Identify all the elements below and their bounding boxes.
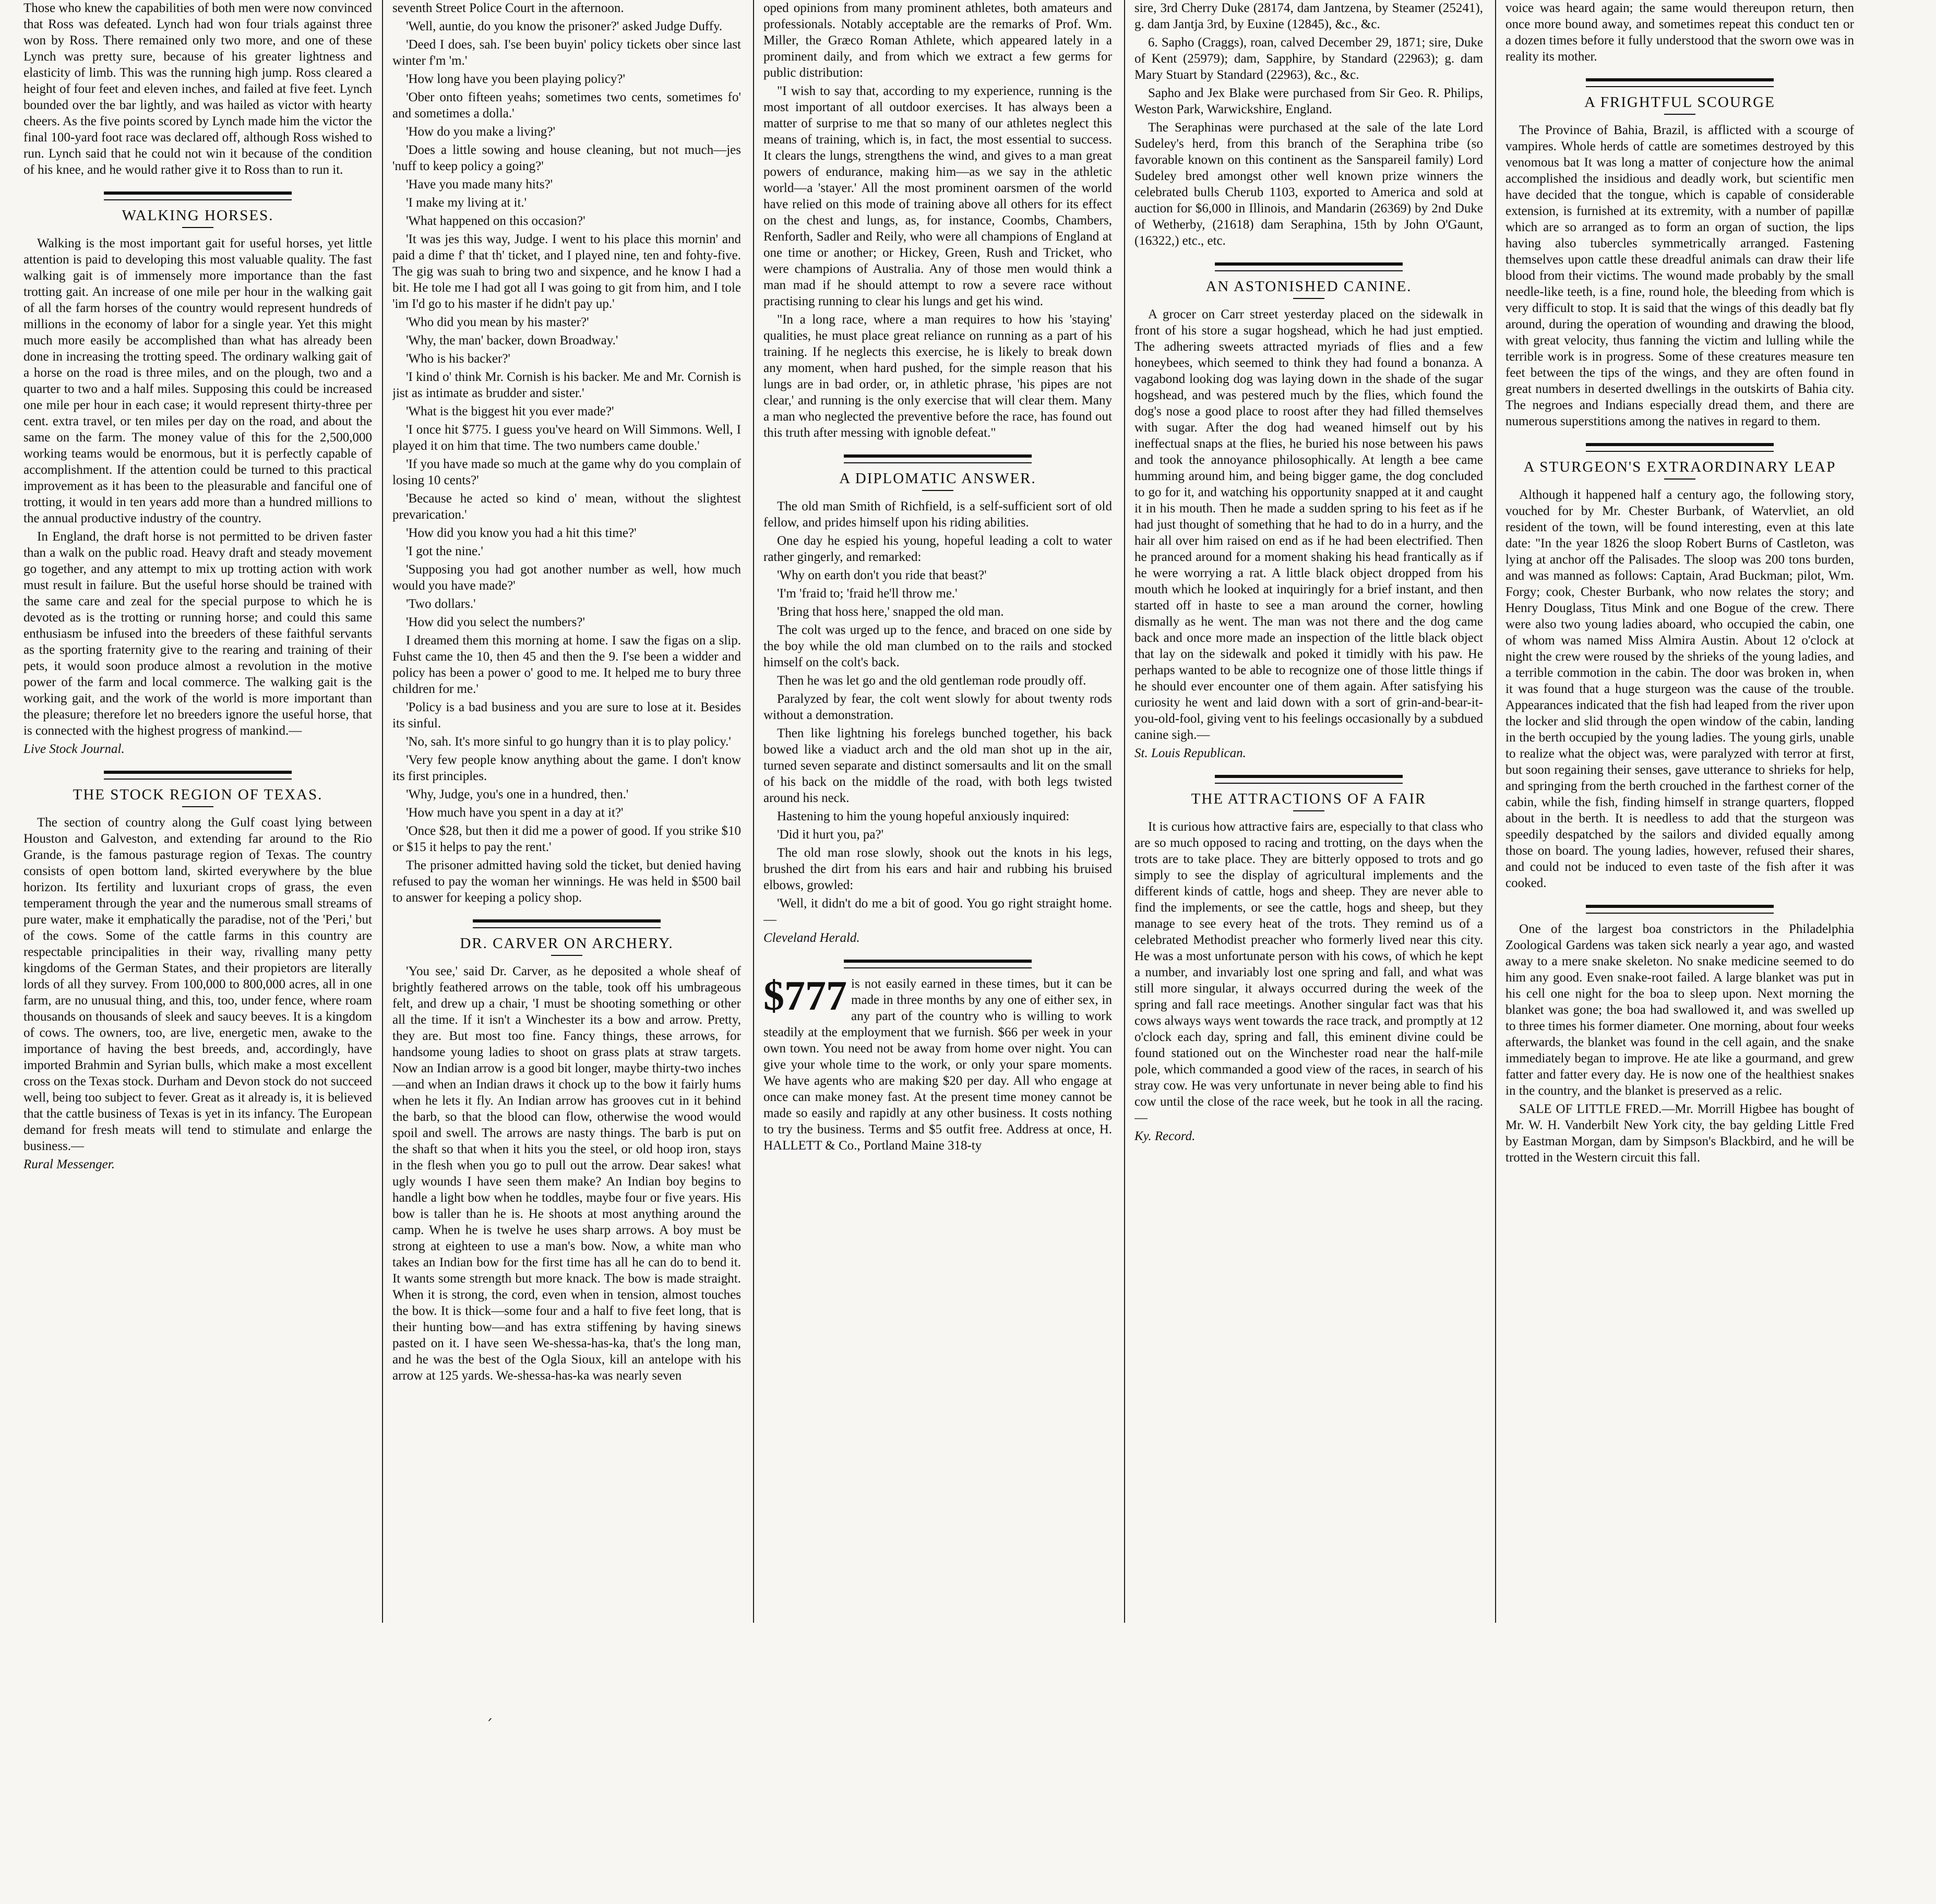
short-rule (1664, 478, 1695, 480)
paragraph: 'Have you made many hits?' (406, 177, 553, 191)
paragraph: The Seraphinas were purchased at the sale of the late Lord Sudeley's herd, from this branch of the Seraphina tribe (so favorable known on this continent as the Sanspareil family) Lord Sudeley bred amongst other well known prize winners the celebrated bulls Cherub 1103, exported to America and sold at auction for $6,000 in Illinois, and Mandarin (26369) by 2nd Duke of Wetherby, (21618) dam Seraphina, 15th by John O'Gaunt, (16322,) etc., etc. (1134, 121, 1483, 248)
column-4 (1134, 0, 1483, 1628)
article-headline: A DIPLOMATIC ANSWER. (839, 470, 1036, 487)
section-divider (1215, 775, 1403, 784)
paragraph: Walking is the most important gait for useful horses, yet little attention is paid to developing this most valuable quality. The fast walking gait is of immensely more importance than the fast trotting gait. An increase of one mile per hour in the walking gait of all the farm horses of the country would represent hundreds of millions in the economy of labor for a single year. Yet this might much more easily be accomplished than what has already been done in increasing the trotting speed. The ordinary walking gait of a horse on the road is three miles, and on the plough, two and a quarter to two and a half miles. Supposing this could be increased one mile per hour in each case; it would represent thirty-three per cent. extra travel, or ten miles per day on the road, and about the same on the farm. The money value of this for the 2,500,000 working teams would be enormous, but it is perfectly capable of accomplishment. If the attention could be turned to this practical improvement as it has been to the pleasurable and fanciful one of trotting, it would in ten years add more than a hundred millions to the annual productive industry of the country. (23, 236, 372, 525)
article-headline: A FRIGHTFUL SCOURGE (1584, 94, 1775, 111)
section-divider (844, 454, 1032, 463)
paragraph: 'Why, Judge, you's one in a hundred, then.' (406, 787, 629, 801)
stray-mark: ˊ (485, 1717, 493, 1735)
column-rule (1124, 0, 1125, 1623)
paragraph: 'Because he acted so kind o' mean, without the slightest prevarication.' (392, 492, 741, 522)
paragraph: 'I'm 'fraid to; 'fraid he'll throw me.' (777, 586, 958, 601)
paragraph: Those who knew the capabilities of both men were now convinced that Ross was defeated. Lynch had won four trials against three won by Ross. There remained only two more, and one of these Lynch was pretty sure, because of his greater lightness and elasticity of limb. This was the running high jump. Ross cleared a height of four feet and eleven inches, and failed at five feet. Lynch bounded over the bar lightly, and was hailed as victor with hearty cheers. As the five points scored by Lynch made him the victor the final 100-yard foot race was declared off, although Ross wished to run. Lynch said that he could not win it because of the condition of his knee, and he would rather give it to Ross than to run it. (23, 1, 372, 177)
paragraph: 'What happened on this occasion?' (406, 214, 585, 228)
paragraph: 'Deed I does, sah. I'se been buyin' policy tickets ober since last winter f'm 'm.' (392, 38, 741, 68)
paragraph: The prisoner admitted having sold the ticket, but denied having refused to pay the woman her winnings. He was held in $500 bail to answer for keeping a policy shop. (392, 858, 741, 905)
paragraph: 'Very few people know anything about the game. I don't know its first principles. (392, 753, 741, 783)
paragraph: "I wish to say that, according to my experience, running is the most important of all outdoor exercises. It has always been a matter of surprise to me that so many of our athletes neglect this means of training, which is, in fact, the most essential to success. It clears the lungs, strengthens the wind, and gives to a man great powers of endurance, making him—as we say in the athletic world—a 'stayer.' All the most prominent oarsmen of the world have relied on this mode of training above all others for its effect on the chest and lungs, as, for instance, Coombs, Chambers, Renforth, Sadler and Reily, who were all champions of England at one time or another; or Hickey, Green, Rush and Tricket, who were champions of Australia. Any of those men would think a man mad if he should attempt to row a severe race without practising running to clear his lungs and get his wind. (763, 84, 1112, 308)
paragraph: 'How do you make a living?' (406, 125, 556, 139)
short-rule (1293, 810, 1324, 811)
article-headline: THE ATTRACTIONS OF A FAIR (1191, 791, 1427, 807)
article-headline: THE STOCK REGION OF TEXAS. (73, 786, 323, 803)
paragraph: 'I once hit $775. I guess you've heard on Will Simmons. Well, I played it on him that time. The two numbers came double.' (392, 423, 741, 453)
short-rule (922, 490, 953, 491)
paragraph: 'Does a little sowing and house cleaning, but not much—jes 'nuff to keep policy a going?' (392, 143, 741, 173)
paragraph: "In a long race, where a man requires to how his 'staying' qualities, he must place great reliance on running as a part of his training. If he neglects this exercise, he is likely to break down any moment, when hard pushed, for the simple reason that his lungs are in bad order, or, in athletic phrase, 'his pipes are not clear,' and running is the only exercise that will clear them. Many a man who neglected the preventive before the race, has found out this truth after messing with ignoble defeat." (763, 313, 1112, 440)
paragraph: 'Who did you mean by his master?' (406, 315, 589, 329)
paragraph: One day he espied his young, hopeful leading a colt to water rather gingerly, and remarked: (763, 534, 1112, 564)
section-divider (1586, 78, 1774, 87)
paragraph: One of the largest boa constrictors in the Philadelphia Zoological Gardens was taken sick nearly a year ago, and wasted away to a mere snake skeleton. No snake medicine seemed to do him any good. Even snake-root failed. A large blanket was put in his cell one night for the boa to sleep upon. Next morning the blanket was gone; the boa had swallowed it, and was swelled up to three times his former diameter. One morning, about four weeks afterwards, the blanket was found in the cell again, and the snake immediately began to improve. He ate like a gourmand, and grew fatter and fatter every day. He is now one of the healthiest snakes in the country, and the blanket is preserved as a relic. (1505, 922, 1854, 1098)
paragraph: 'Ober onto fifteen yeahs; sometimes two cents, sometimes fo' and sometimes a dolla.' (392, 90, 741, 121)
paragraph: 'How much have you spent in a day at it?' (406, 806, 624, 820)
column-3 (763, 0, 1112, 1628)
paragraph: 'How long have you been playing policy?' (406, 72, 626, 86)
paragraph: The old man rose slowly, shook out the knots in his legs, brushed the dirt from his ears and hair and rubbing his bruised elbows, growled: (763, 846, 1112, 892)
paragraph: Hastening to him the young hopeful anxiously inquired: (777, 809, 1070, 823)
article-source: St. Louis Republican. (1134, 746, 1246, 760)
paragraph: Then he was let go and the old gentleman rode proudly off. (777, 674, 1086, 688)
section-divider (1586, 443, 1774, 452)
paragraph: 'Once $28, but then it did me a power of good. If you strike $10 or $15 it helps to pay the rent.' (392, 824, 741, 854)
paragraph: 'How did you select the numbers?' (406, 615, 585, 629)
section-divider (104, 771, 292, 780)
paragraph: It is curious how attractive fairs are, especially to that class who are so much opposed to racing and trotting, on the days when the trots are to take place. They are bitterly opposed to trots and go simply to see the display of agricultural implements and the different kinds of cattle, hogs and sheep. They are never able to find the implements, or see the cattle, hogs and sheep, but they manage to see every heat of the trots. They remind us of a celebrated Methodist preacher who formerly lived near this city. He was a most unfortunate person with his cows, of which he kept a number, and invariably lost one spring and fall, and what was still more singular, it always occurred during the week of the spring and fall race meetings. Another singular fact was that his cows always ways went towards the race track, and promptly at 12 o'clock each day, spring and fall, this eminent divine could be found stationed out on the Winchester road near the half-mile pole, which commanded a good view of the races, in search of his stray cow. He was very unfortunate in never being able to find his cow until the close of the race week, but he took in all the racing.— (1134, 820, 1483, 1125)
article-headline: DR. CARVER ON ARCHERY. (460, 935, 674, 952)
paragraph: 'What is the biggest hit you ever made?' (406, 404, 614, 418)
paragraph: I dreamed them this morning at home. I saw the figas on a slip. Fuhst came the 10, then 45 and then the 9. I'se been a widder and policy has been a power o' good to me. It helped me to bury three children for me.' (392, 633, 741, 696)
paragraph: 'Bring that hoss here,' snapped the old man. (777, 605, 1004, 619)
paragraph: 'If you have made so much at the game why do you complain of losing 10 cents?' (392, 457, 741, 487)
paragraph: The section of country along the Gulf coast lying between Houston and Galveston, and extending far around to the Rio Grande, is the famous pasturage region of Texas. The country consists of open bottom land, skirted everywhere by the blue horizon. Its fertility and luxuriant crops of grass, the even temperament through the year and the numerous small streams of pure water, make it emphatically the paradise, not of the 'Peri,' but of the cows. Some of the cattle farms in this country are respectable principalities in their way, rivalling many petty kingdoms of the German States, and their propietors are literally lords of all they survey. From 100,000 to 800,000 acres, all in one farm, are no unusual thing, and this, too, under fence, where roam thousands on thousands of sleek and saucy beeves. It is a kingdom of cows. The owners, too, are live, energetic men, awake to the importance of having the best breeds, and, accordingly, have imported Brahmin and Syrian bulls, which make a most excellent cross on the Texas stock. Durham and Devon stock do not succeed well, being too subject to fever. Great as it already is, it is believed that the cattle business of Texas is yet in its infancy. The European demand for fresh meats will tend to stimulate and enlarge the business.— (23, 816, 372, 1153)
paragraph: 'Why on earth don't you ride that beast?' (777, 568, 987, 582)
paragraph: Sapho and Jex Blake were purchased from Sir Geo. R. Philips, Weston Park, Warwickshire, England. (1134, 86, 1483, 116)
advertisement (763, 973, 1112, 1154)
paragraph: 'No, sah. It's more sinful to go hungry than it is to play policy.' (406, 735, 731, 749)
article-source: Cleveland Herald. (763, 931, 860, 945)
section-divider (844, 960, 1032, 968)
paragraph: 'Policy is a bad business and you are sure to lose at it. Besides its sinful. (392, 700, 741, 731)
paragraph: 'Well, it didn't do me a bit of good. You go right straight home.— (763, 896, 1112, 927)
short-rule (551, 955, 582, 956)
column-rule (382, 0, 383, 1623)
paragraph: 'You see,' said Dr. Carver, as he deposited a whole sheaf of brightly feathered arrows on the table, took off his umbrageous felt, and drew up a chair, 'I must be shooting something or other all the time. If it isn't a Winchester its a bow and arrow. Pretty, they are. But most too fine. Fancy things, these arrows, for handsome young ladies to shoot on grass plats at straw targets. Now an Indian arrow is a good bit longer, maybe thirty-two inches—and when an Indian draws it chock up to the bow it fairly hums when he lets it fly. An Indian arrow has grooves cut in it behind the barb, so that the blood can flow, otherwise the wood would spoil and swell. The arrows are nasty things. The barb is put on the shaft so that when it hits you the steel, or old hoop iron, stays in the flesh when you go to pull out the arrow. Dear sakes! what ugly wounds I have seen them make? An Indian boy begins to handle a light bow when he toddles, maybe four or five years. His bow is taller than he is. He shoots at most anything around the camp. When he is twelve he uses sharp arrows. A boy must be strong at eighteen to use a man's bow. Now, a white man who takes an Indian bow for the first time has all he can do to bend it. It wants some strength but more knack. The bow is made straight. When it is strong, the cord, even when in tension, almost touches the bow. It is thick—some four and a half to five feet long, that is their hunting bow—and has extra stiffening by having sinews pasted on it. I have seen We-shessa-has-ka, that's the long man, and he was the best of the Ogla Sioux, kill an antelope with his arrow at 125 yards. We-shessa-has-ka was nearly seven (392, 964, 741, 1383)
paragraph: 'Did it hurt you, pa?' (777, 828, 884, 842)
paragraph: A grocer on Carr street yesterday placed on the sidewalk in front of his store a sugar hogshead, which he had just emptied. The adhering sweets attracted myriads of flies and a few honeybees, which seemed to think they had found a bonanza. A vagabond looking dog was laying down in the shade of the sugar hogshead, and was pestered much by the flies, which found the dog's nose a good place to roost after they had filled themselves with sugar. After the dog had weaned himself out by his ineffectual snaps at the flies, he buried his nose between his paws and took the annoyance philosophically. At length a bee came humming around him, and being bigger game, the dog concluded to go for it, and watching his opportunity snapped at it and caught it in his mouth. Then he made a sudden spring to his feet as if he had just thought of something that he had to do in a hurry, and the hair all over him raised on end as if he had been electrified. Then he pranced around for a moment shaking his head frantically as if he were worrying a rat. A little black object dropped from his mouth which he looked at inquiringly for a brief instant, and then started off in haste to see a man around the corner, howling dismally as he went. The man was not there and the dog came back and once more made an inspection of the little black object that lay on the sidewalk and poked it timidly with his paw. He perhaps wanted to be able to recognize one of those little things if he should ever encounter one of them again. After satisfying his curiosity he went and laid down with a sort of grin-and-bear-it-you-old-fool, giving vent to his feelings occasionally by a subdued canine sigh.— (1134, 307, 1483, 742)
paragraph: The old man Smith of Richfield, is a self-sufficient sort of old fellow, and prides himself upon his riding abilities. (763, 499, 1112, 530)
paragraph: 'Supposing you had got another number as well, how much would you have made?' (392, 562, 741, 593)
section-divider (1215, 262, 1403, 271)
paragraph: Although it happened half a century ago, the following story, vouched for by Mr. Chester Burbank, of Watervliet, an old resident of the town, will be found interesting, even at this late date: "In the year 1826 the sloop Robert Burns of Castleton, was lying at anchor off the Palisades. The sloop was 200 tons burden, and was manned as follows: Captain, Arad Buckman; pilot, Wm. Forgy; cook, Chester Burbank, who now relates the story; and Henry Douglass, Titus Mink and one Bogue of the crew. There were also two young ladies aboard, who occupied the cabin, one of whom was named Miss Almira Austin. About 12 o'clock at night the crew were roused by the shrieks of the young ladies, and a terrible commotion in the cabin. The door was broken in, when it was found that a huge sturgeon was the cause of the trouble. Appearances indicated that the fish had leaped from the river upon the locker and slid through the open window of the cabin, landing in the berth occupied by the young ladies. The young girls, unable to realize what the object was, were paralyzed with terror at first, but soon regaining their senses, gave utterance to shrieks for help, and springing from the berth crouched in the farthest corner of the cabin, while the fish, finding himself in strange quarters, flopped about in the berth. It is needless to add that the sturgeon was speedily despatched by the sailors and divided equally among those on board. The young ladies, however, refused their shares, and could not be induced to even taste of the fish after it was cooked. (1505, 488, 1854, 890)
short-rule (1664, 114, 1695, 115)
article-headline: WALKING HORSES. (122, 207, 274, 224)
ad-amount: $777 (763, 973, 847, 1019)
paragraph: 'I make my living at it.' (406, 196, 527, 210)
paragraph: 'I got the nine.' (406, 544, 483, 558)
paragraph: In England, the draft horse is not permitted to be driven faster than a walk on the public road. Heavy draft and steady movement go together, and any attempt to mix up trotting action with work must result in failure. But the useful horse should be trained with the same care and zeal for the special purpose to which he is devoted as is the trotting or running horse; and could this same enthusiasm be infused into the breeders of these faithful servants as the sporting fraternity give to the rearing and training of their pets, it would soon produce almost a revolution in the motive power of the farm and local commerce. The walking gait is the working gait, and the work of the world is more important than the pleasure; therefore let no breeders ignore the useful horse, that is connected with the highest progress of mankind.— (23, 530, 372, 738)
column-2 (392, 0, 741, 1628)
short-rule (182, 806, 213, 807)
article-headline: AN ASTONISHED CANINE. (1205, 278, 1412, 295)
paragraph: 'Two dollars.' (406, 597, 476, 611)
paragraph: The Province of Bahia, Brazil, is afflicted with a scourge of vampires. Whole herds of cattle are sometimes destroyed by this venomous bat It was long a matter of conjecture how the animal accomplished the insidious and deadly work, but scientific men have decided that the tongue, which is capable of considerable extension, is furnished at its extremity, with a number of papillæ which are so arranged as to form an organ of suction, the lips having also tubercles symmetrically arranged. Fastening themselves upon cattle these dreadful animals can draw their life blood from their victims. The wound made probably by the small needle-like teeth, is a fine, round hole, the bleeding from which is very difficult to stop. It is said that the wings of this deadly bat fly around, during the operation of wounding and drawing the blood, with great velocity, thus fanning the victim and lulling while the terrible work is in progress. Some of these creatures measure ten feet between the tips of the wings, and they are often found in great numbers in deserted dwellings in the outskirts of Bahia city. The negroes and Indians especially dread them, and there are numerous superstitions among the natives in regard to them. (1505, 123, 1854, 428)
paragraph: The colt was urged up to the fence, and braced on one side by the boy while the old man clumbed on to the rails and stocked himself on the colt's back. (763, 623, 1112, 669)
paragraph: 'Well, auntie, do you know the prisoner?' asked Judge Duffy. (406, 19, 723, 33)
column-rule (1495, 0, 1496, 1623)
paragraph: 'I kind o' think Mr. Cornish is his backer. Me and Mr. Cornish is jist as intimate as brudder and sister.' (392, 370, 741, 400)
paragraph: sire, 3rd Cherry Duke (28174, dam Jantzena, by Steamer (25241), g. dam Jantja 3rd, by Euxine (12845), &c., &c. (1134, 1, 1483, 31)
section-divider (104, 191, 292, 200)
paragraph: 'It was jes this way, Judge. I went to his place this mornin' and paid a dime f' that th' ticket, and I played nine, ten and fohty-five. The gig was suah to bring two and sixpence, and he know I had a bit. He tole me I had got all I was going to git from him, and I tole 'im I'd go to his master if he didn't pay up.' (392, 232, 741, 311)
article-source: Ky. Record. (1134, 1129, 1196, 1143)
column-1 (23, 0, 372, 1628)
paragraph: 'Why, the man' backer, down Broadway.' (406, 333, 618, 348)
paragraph: 6. Sapho (Craggs), roan, calved December 29, 1871; sire, Duke of Kent (25979); dam, Sapphire, by Standard (22963); g. dam Mary Stuart by Standard (22963), &c., &c. (1134, 35, 1483, 82)
column-5 (1505, 0, 1854, 1628)
paragraph: 'Who is his backer?' (406, 352, 510, 366)
paragraph: oped opinions from many prominent athletes, both amateurs and professionals. Notably acceptable are the remarks of Prof. Wm. Miller, the Græco Roman Athlete, which appeared lately in a prominent daily, and from which we extract a few germs for public distribution: (763, 1, 1112, 80)
paragraph: voice was heard again; the same would thereupon return, then once more bound away, and sometimes repeat this conduct ten or a dozen times before it fully understood that the sworn owe was in reality its mother. (1505, 1, 1854, 64)
short-rule (1293, 298, 1324, 299)
section-divider (1586, 905, 1774, 914)
article-source: Rural Messenger. (23, 1157, 115, 1171)
section-divider (473, 919, 661, 928)
article-headline: A STURGEON'S EXTRAORDINARY LEAP (1523, 459, 1836, 475)
column-rule (753, 0, 754, 1623)
paragraph: 'How did you know you had a hit this time?' (406, 526, 637, 540)
paragraph: Paralyzed by fear, the colt went slowly for about twenty rods without a demonstration. (763, 692, 1112, 722)
article-source: Live Stock Journal. (23, 742, 125, 756)
paragraph: seventh Street Police Court in the afternoon. (392, 1, 624, 15)
ad-text: is not easily earned in these times, but it can be made in three months by any one of either sex, in any part of the country who is willing to work steadily at the employment that we furnish. $66 per week in your own town. You need not be away from home over night. You can give your whole time to the work, or only your spare moments. We have agents who are making $20 per day. All who engage at once can make money fast. At the present time money cannot be made so easily and rapidly at any other business. It costs nothing to try the business. Terms and $5 outfit free. Address at once, H. HALLETT & Co., Portland Maine 318-ty (763, 977, 1112, 1153)
short-rule (182, 227, 213, 228)
paragraph: Then like lightning his forelegs bunched together, his back bowed like a viaduct arch and the old man shot up in the air, turned seven separate and distinct somersaults and lit on the small of his back on the middle of the road, with both legs twisted around his neck. (763, 726, 1112, 805)
paragraph: SALE OF LITTLE FRED.—Mr. Morrill Higbee has bought of Mr. W. H. Vanderbilt New York city, the bay gelding Little Fred by Eastman Morgan, dam by Simpson's Blackbird, and he will be trotted in the Western circuit this fall. (1505, 1102, 1854, 1165)
